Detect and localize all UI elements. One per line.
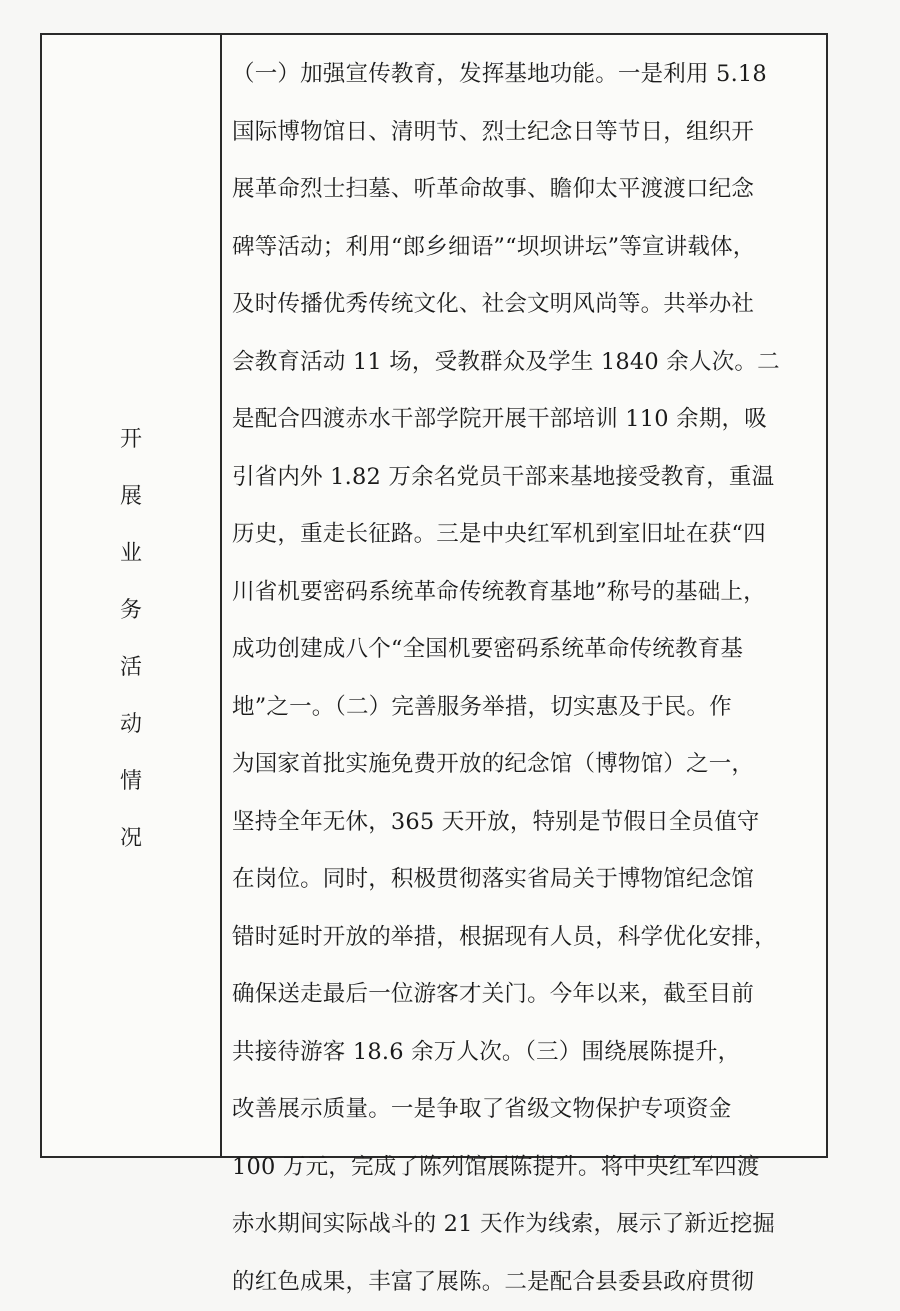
label-column xyxy=(42,35,222,1156)
content-line: 赤水期间实际战斗的 21 天作为线索，展示了新近挖掘 xyxy=(232,1196,822,1254)
content-line: 及时传播优秀传统文化、社会文明风尚等。共举办社 xyxy=(232,276,822,334)
content-column xyxy=(232,46,822,1311)
content-line: 地”之一。（二）完善服务举措，切实惠及于民。作 xyxy=(232,679,822,737)
content-line: 历史，重走长征路。三是中央红军机到室旧址在获“四 xyxy=(232,506,822,564)
content-line: 在岗位。同时，积极贯彻落实省局关于博物馆纪念馆 xyxy=(232,851,822,909)
section-label: 开 展 业 务 活 动 情 况 xyxy=(111,411,151,867)
content-line: 国际博物馆日、清明节、烈士纪念日等节日，组织开 xyxy=(232,104,822,162)
content-line: 共接待游客 18.6 余万人次。（三）围绕展陈提升， xyxy=(232,1024,822,1082)
content-line: 坚持全年无休，365 天开放，特别是节假日全员值守 xyxy=(232,794,822,852)
content-line: 是配合四渡赤水干部学院开展干部培训 110 余期，吸 xyxy=(232,391,822,449)
content-line: （一）加强宣传教育，发挥基地功能。一是利用 5.18 xyxy=(232,46,822,104)
content-line: 错时延时开放的举措，根据现有人员，科学优化安排， xyxy=(232,909,822,967)
content-line: 的红色成果，丰富了展陈。二是配合县委县政府贯彻 xyxy=(232,1254,822,1311)
content-line: 展革命烈士扫墓、听革命故事、瞻仰太平渡渡口纪念 xyxy=(232,161,822,219)
form-table xyxy=(40,33,828,1158)
content-line: 引省内外 1.82 万余名党员干部来基地接受教育，重温 xyxy=(232,449,822,507)
content-line: 改善展示质量。一是争取了省级文物保护专项资金 xyxy=(232,1081,822,1139)
content-line: 成功创建成八个“全国机要密码系统革命传统教育基 xyxy=(232,621,822,679)
content-line: 会教育活动 11 场，受教群众及学生 1840 余人次。二 xyxy=(232,334,822,392)
content-line: 确保送走最后一位游客才关门。今年以来，截至目前 xyxy=(232,966,822,1024)
content-line: 100 万元，完成了陈列馆展陈提升。将中央红军四渡 xyxy=(232,1139,822,1197)
content-line: 川省机要密码系统革命传统教育基地”称号的基础上， xyxy=(232,564,822,622)
content-line: 碑等活动；利用“郎乡细语”“坝坝讲坛”等宣讲载体， xyxy=(232,219,822,277)
content-line: 为国家首批实施免费开放的纪念馆（博物馆）之一， xyxy=(232,736,822,794)
